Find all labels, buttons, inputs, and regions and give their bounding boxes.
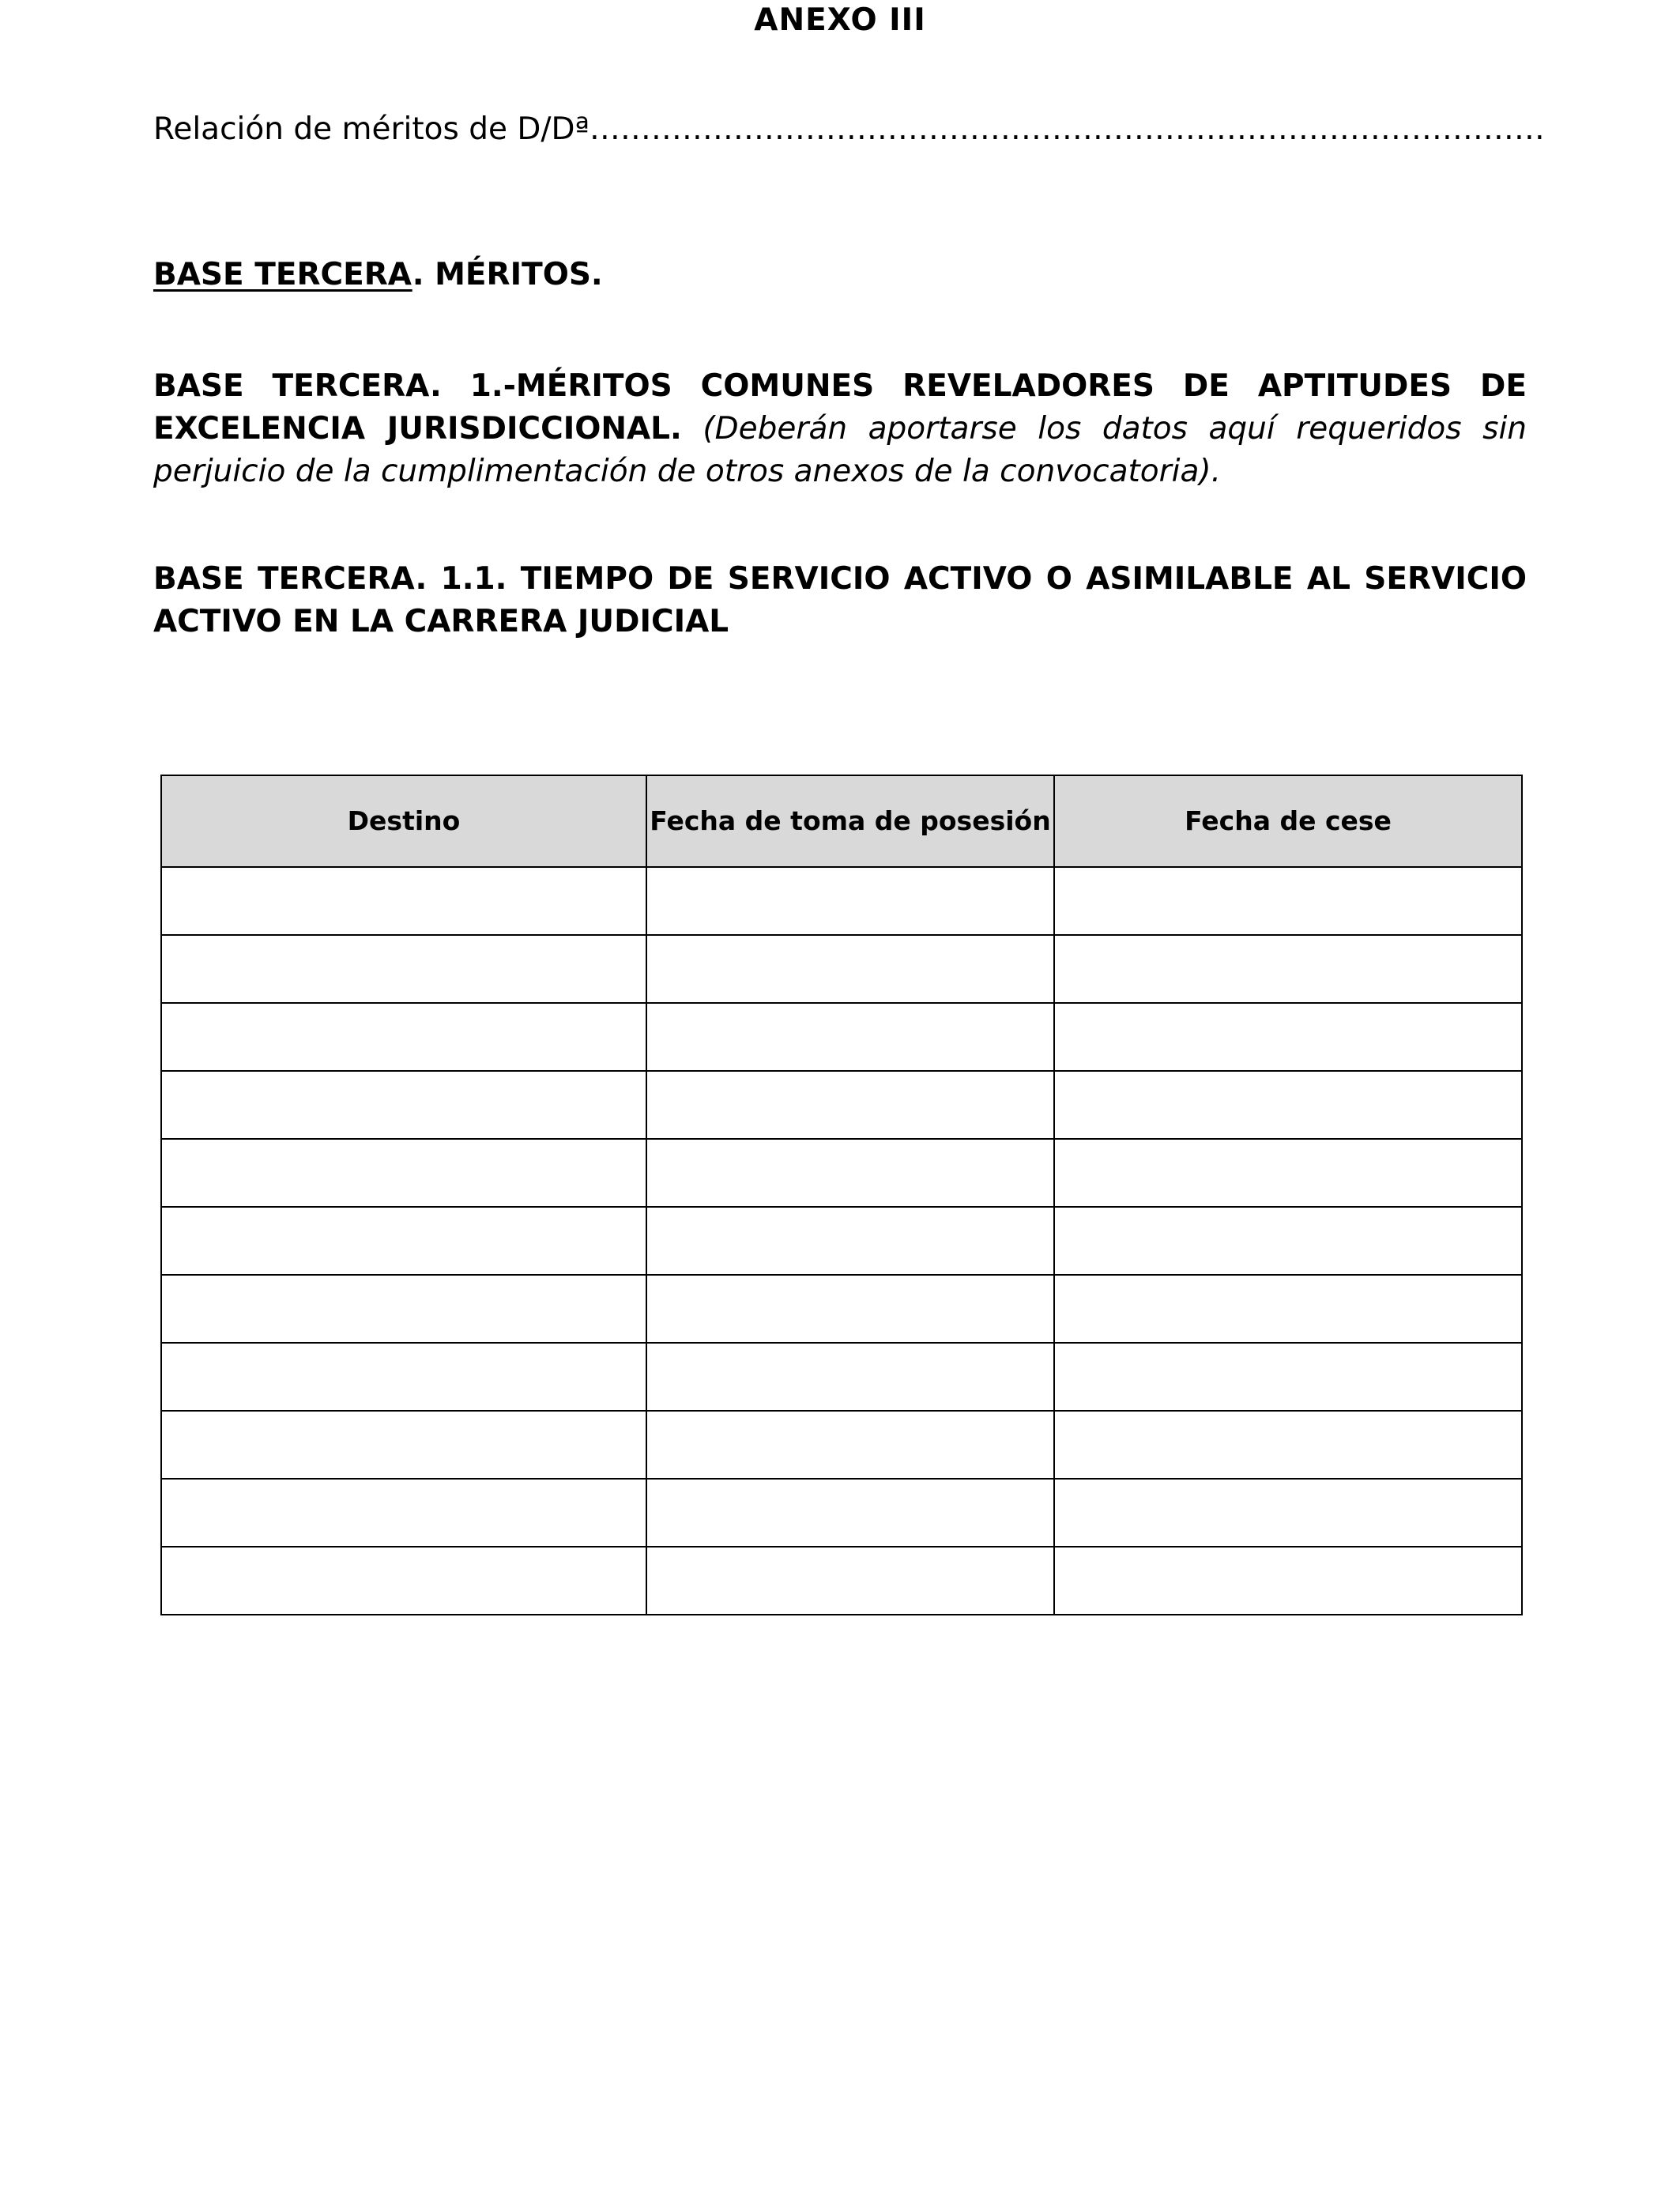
- section-1-paragraph: [153, 365, 1527, 493]
- section-1-1-heading: BASE TERCERA. 1.1. TIEMPO DE SERVICIO ACTIVO O ASIMILABLE AL SERVICIO ACTIVO EN LA CARRERA JUDICIAL: [153, 561, 1527, 639]
- table-row: [161, 1547, 1522, 1615]
- table-cell-fecha-cese[interactable]: [1054, 1479, 1522, 1547]
- table-row: [161, 1275, 1522, 1343]
- service-time-table: [160, 775, 1523, 1615]
- table-row: [161, 867, 1522, 935]
- table-row: [161, 1003, 1522, 1071]
- column-header-fecha-cese: Fecha de cese: [1054, 775, 1522, 867]
- table-cell-fecha-cese[interactable]: [1054, 1547, 1522, 1615]
- column-header-destino: Destino: [161, 775, 646, 867]
- column-header-fecha-toma-posesion: Fecha de toma de posesión: [646, 775, 1054, 867]
- table-cell-fecha-cese[interactable]: [1054, 1411, 1522, 1479]
- table-cell-destino[interactable]: [161, 1071, 646, 1139]
- base-tercera-label: BASE TERCERA: [153, 257, 412, 292]
- table-header-row: [161, 775, 1522, 867]
- table-cell-fecha-toma-posesion[interactable]: [646, 1071, 1054, 1139]
- table-cell-fecha-cese[interactable]: [1054, 1343, 1522, 1411]
- table-cell-destino[interactable]: [161, 1411, 646, 1479]
- table-cell-fecha-cese[interactable]: [1054, 1207, 1522, 1275]
- relacion-line: Relación de méritos de D/Dª…………………………………………………………………………………: [153, 111, 1545, 147]
- table-row: [161, 1207, 1522, 1275]
- table-cell-fecha-toma-posesion[interactable]: [646, 1003, 1054, 1071]
- table-cell-destino[interactable]: [161, 1547, 646, 1615]
- table-cell-fecha-toma-posesion[interactable]: [646, 1207, 1054, 1275]
- table-cell-fecha-toma-posesion[interactable]: [646, 1275, 1054, 1343]
- table-body: [161, 867, 1522, 1615]
- table-cell-fecha-toma-posesion[interactable]: [646, 867, 1054, 935]
- table-cell-fecha-cese[interactable]: [1054, 935, 1522, 1003]
- table-cell-destino[interactable]: [161, 1207, 646, 1275]
- table-cell-destino[interactable]: [161, 1003, 646, 1071]
- section-1-heading: BASE TERCERA. 1.-MÉRITOS COMUNES REVELADORES DE APTITUDES DE EXCELENCIA JURISDICCIONAL.: [153, 368, 1527, 447]
- table-cell-destino[interactable]: [161, 867, 646, 935]
- table-row: [161, 1139, 1522, 1207]
- table-cell-fecha-cese[interactable]: [1054, 867, 1522, 935]
- table-row: [161, 1343, 1522, 1411]
- base-tercera-heading: [153, 254, 603, 296]
- table-cell-fecha-cese[interactable]: [1054, 1003, 1522, 1071]
- table-cell-destino[interactable]: [161, 1275, 646, 1343]
- service-time-table-wrapper: [160, 775, 1521, 1615]
- table-cell-destino[interactable]: [161, 1139, 646, 1207]
- table-cell-fecha-toma-posesion[interactable]: [646, 1479, 1054, 1547]
- table-row: [161, 1479, 1522, 1547]
- table-cell-fecha-cese[interactable]: [1054, 1275, 1522, 1343]
- table-cell-fecha-cese[interactable]: [1054, 1139, 1522, 1207]
- table-cell-destino[interactable]: [161, 1343, 646, 1411]
- table-cell-destino[interactable]: [161, 935, 646, 1003]
- meritos-label: . MÉRITOS.: [412, 257, 603, 292]
- page-title: ANEXO III: [754, 2, 926, 38]
- table-row: [161, 935, 1522, 1003]
- table-cell-fecha-toma-posesion[interactable]: [646, 935, 1054, 1003]
- section-1-note: (Deberán aportarse los datos aquí requeridos sin perjuicio de la cumplimentación de otros anexos de la convocatoria).: [153, 411, 1527, 489]
- table-row: [161, 1071, 1522, 1139]
- table-cell-fecha-toma-posesion[interactable]: [646, 1139, 1054, 1207]
- table-cell-destino[interactable]: [161, 1479, 646, 1547]
- table-row: [161, 1411, 1522, 1479]
- table-cell-fecha-toma-posesion[interactable]: [646, 1343, 1054, 1411]
- table-cell-fecha-toma-posesion[interactable]: [646, 1547, 1054, 1615]
- table-cell-fecha-toma-posesion[interactable]: [646, 1411, 1054, 1479]
- table-cell-fecha-cese[interactable]: [1054, 1071, 1522, 1139]
